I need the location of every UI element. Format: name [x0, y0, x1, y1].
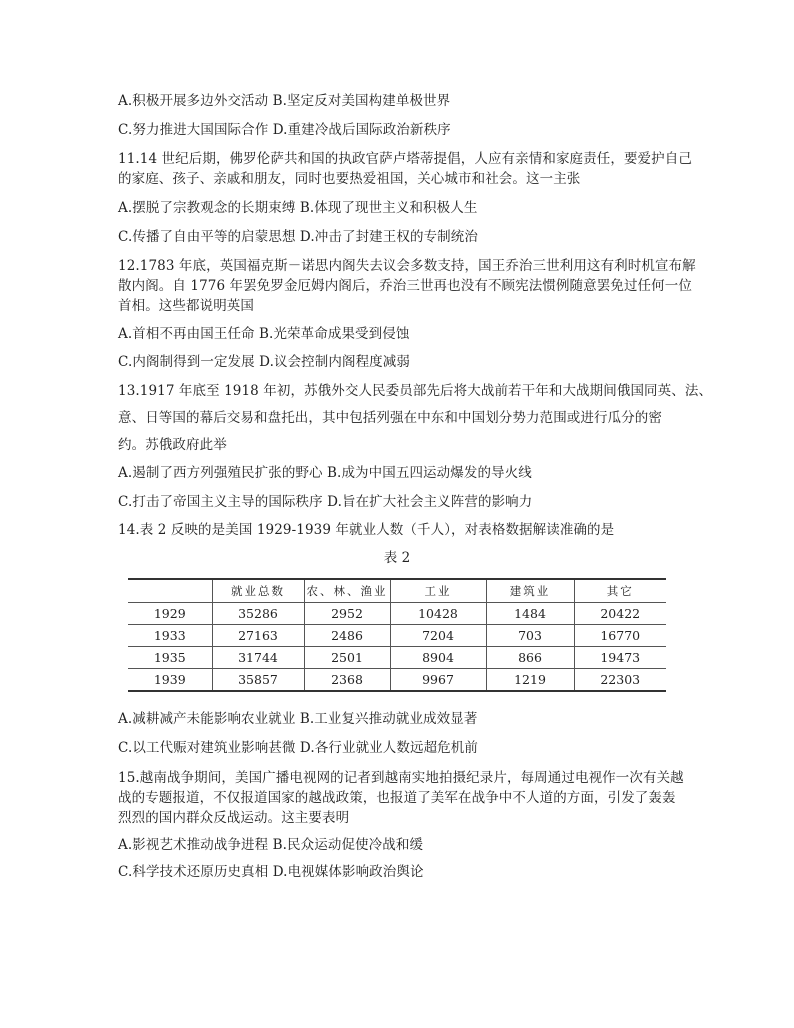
header-cell: 其它 — [574, 579, 666, 603]
table-cell: 1929 — [128, 603, 212, 625]
q12-stem-line1: 12.1783 年底，英国福克斯－诺思内阁失去议会多数支持，国王乔治三世利用这有利时机宣布解 — [118, 258, 696, 274]
q10-options-cd: C.努力推进大国国际合作 D.重建冷战后国际政治新秩序 — [118, 122, 451, 138]
q11-options-ab: A.摆脱了宗教观念的长期束缚 B.体现了现世主义和积极人生 — [118, 200, 478, 216]
q11-options-cd: C.传播了自由平等的启蒙思想 D.冲击了封建王权的专制统治 — [118, 229, 478, 245]
q15-stem-line3: 烈烈的国内群众反战运动。这主要表明 — [118, 810, 350, 826]
table-row — [128, 669, 666, 692]
table-cell: 703 — [486, 625, 574, 647]
table-cell: 7204 — [390, 625, 486, 647]
q13-options-ab: A.遏制了西方列强殖民扩张的野心 B.成为中国五四运动爆发的导火线 — [118, 465, 532, 481]
table-cell: 35857 — [212, 669, 304, 692]
table-cell: 2368 — [304, 669, 390, 692]
q11-stem-line2: 的家庭、孩子、亲戚和朋友，同时也要热爱祖国，关心城市和社会。这一主张 — [118, 171, 581, 187]
q14-options-cd: C.以工代赈对建筑业影响甚微 D.各行业就业人数远超危机前 — [118, 740, 478, 756]
header-cell: 就业总数 — [212, 579, 304, 603]
table-cell: 35286 — [212, 603, 304, 625]
table-cell: 8904 — [390, 647, 486, 669]
q10-options-ab: A.积极开展多边外交活动 B.坚定反对美国构建单极世界 — [118, 93, 451, 109]
header-cell: 建筑业 — [486, 579, 574, 603]
table-row — [128, 603, 666, 625]
table-cell: 2486 — [304, 625, 390, 647]
table-cell: 1939 — [128, 669, 212, 692]
q13-stem-line2: 意、日等国的幕后交易和盘托出，其中包括列强在中东和中国划分势力范围或进行瓜分的密 — [118, 410, 662, 426]
q15-stem-line2: 战的专题报道，不仅报道国家的越战政策，也报道了美军在战争中不人道的方面，引发了轰轰 — [118, 790, 676, 806]
header-cell: 农、林、渔业 — [304, 579, 390, 603]
q13-stem-line3: 约。苏俄政府此举 — [118, 437, 227, 453]
employment-table — [128, 578, 666, 692]
table-cell: 9967 — [390, 669, 486, 692]
table-cell: 1219 — [486, 669, 574, 692]
q13-options-cd: C.打击了帝国主义主导的国际秩序 D.旨在扩大社会主义阵营的影响力 — [118, 494, 533, 510]
q11-stem-line1: 11.14 世纪后期，佛罗伦萨共和国的执政官萨卢塔蒂提倡，人应有亲情和家庭责任，要爱护自己 — [118, 151, 692, 167]
q13-stem-line1: 13.1917 年底至 1918 年初，苏俄外交人民委员部先后将大战前若干年和大战期间俄国同英、法、 — [118, 383, 713, 399]
header-cell: 工业 — [390, 579, 486, 603]
table-cell: 1484 — [486, 603, 574, 625]
table-caption: 表 2 — [383, 550, 411, 566]
q12-options-ab: A.首相不再由国王任命 B.光荣革命成果受到侵蚀 — [118, 326, 410, 342]
table-cell: 20422 — [574, 603, 666, 625]
table-cell: 2952 — [304, 603, 390, 625]
table-header-row — [128, 579, 666, 603]
table-cell: 16770 — [574, 625, 666, 647]
table-cell: 2501 — [304, 647, 390, 669]
q15-stem-line1: 15.越南战争期间，美国广播电视网的记者到越南实地拍摄纪录片，每周通过电视作一次有关越 — [118, 770, 684, 786]
table-row — [128, 625, 666, 647]
table-cell: 22303 — [574, 669, 666, 692]
table-cell: 1935 — [128, 647, 212, 669]
table-cell: 31744 — [212, 647, 304, 669]
table-cell: 10428 — [390, 603, 486, 625]
q12-options-cd: C.内阁制得到一定发展 D.议会控制内阁程度减弱 — [118, 354, 410, 370]
header-cell — [128, 579, 212, 603]
q14-stem: 14.表 2 反映的是美国 1929-1939 年就业人数（千人），对表格数据解读准确的是 — [118, 522, 615, 538]
q12-stem-line2: 散内阁。自 1776 年罢免罗金厄姆内阁后，乔治三世再也没有不顾宪法惯例随意罢免过任何一位 — [118, 278, 692, 294]
q15-options-cd: C.科学技术还原历史真相 D.电视媒体影响政治舆论 — [118, 864, 424, 880]
table-cell: 19473 — [574, 647, 666, 669]
table-cell: 1933 — [128, 625, 212, 647]
table-row — [128, 647, 666, 669]
q14-options-ab: A.减耕减产未能影响农业就业 B.工业复兴推动就业成效显著 — [118, 711, 478, 727]
table-cell: 27163 — [212, 625, 304, 647]
q12-stem-line3: 首相。这些都说明英国 — [118, 298, 254, 314]
q15-options-ab: A.影视艺术推动战争进程 B.民众运动促使冷战和缓 — [118, 837, 424, 853]
table-cell: 866 — [486, 647, 574, 669]
